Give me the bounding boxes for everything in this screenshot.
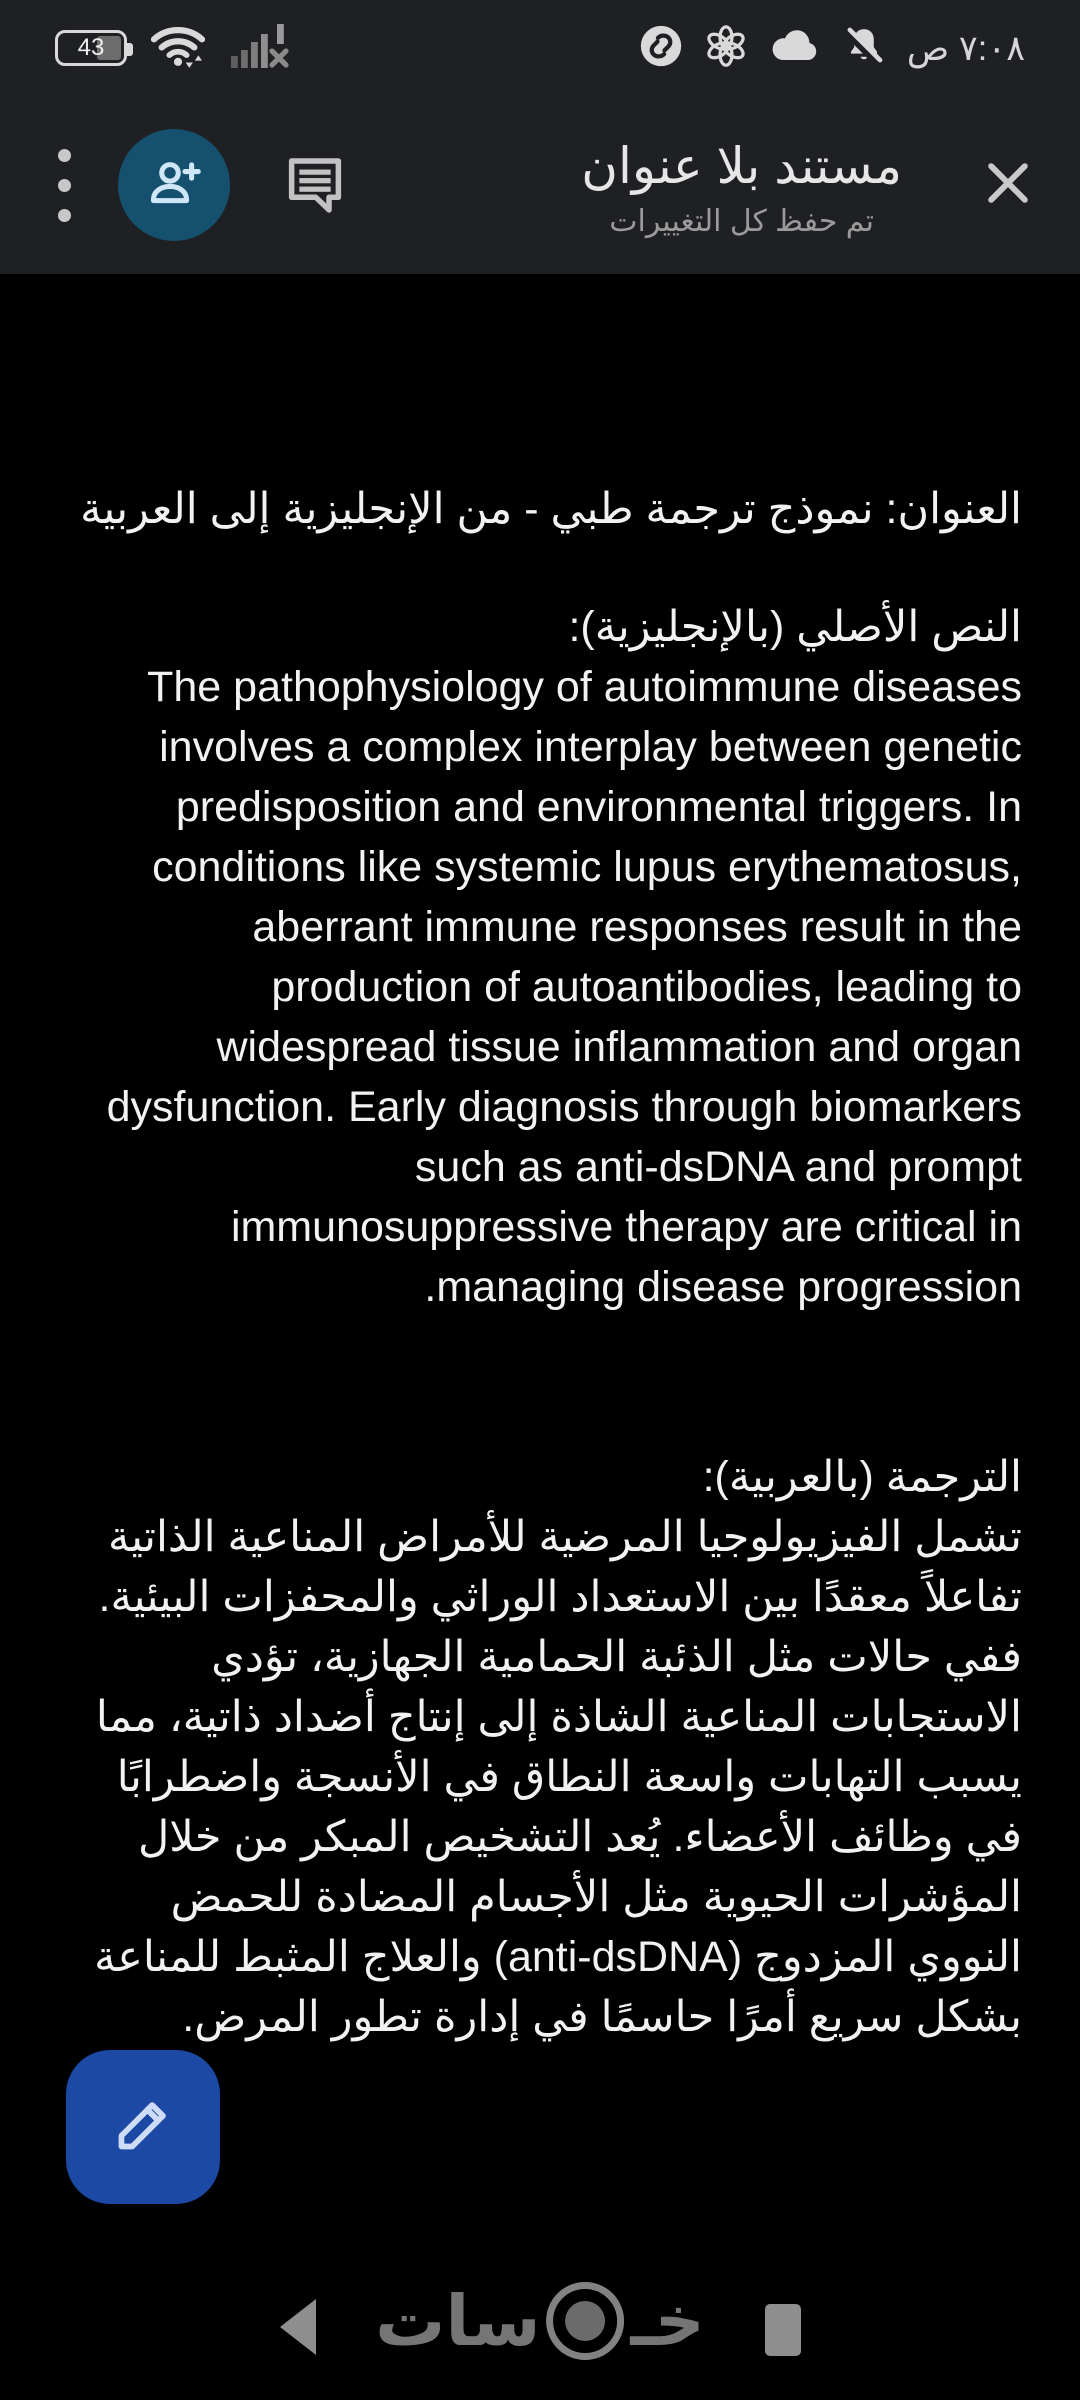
back-button[interactable] xyxy=(278,2298,318,2361)
status-right-icons xyxy=(639,23,1025,74)
chatgpt-icon xyxy=(703,23,749,74)
edit-pencil-icon xyxy=(105,2087,181,2168)
shazam-icon xyxy=(639,24,683,73)
status-bar xyxy=(0,0,1080,96)
recents-button[interactable] xyxy=(765,2304,801,2356)
kebab-dot xyxy=(58,209,71,222)
app-bar xyxy=(0,96,1080,274)
top-chrome xyxy=(0,0,1080,274)
battery-percent: 43 xyxy=(77,34,105,61)
watermark-text-left: سات xyxy=(375,2282,541,2360)
save-status-text: تم حفظ كل التغييرات xyxy=(609,205,875,239)
kebab-dot xyxy=(58,149,71,162)
navigation-bar xyxy=(0,2280,1080,2400)
more-options-button[interactable] xyxy=(44,149,84,222)
status-left-icons xyxy=(55,22,291,75)
close-icon xyxy=(981,156,1035,215)
add-people-icon xyxy=(142,151,206,220)
kebab-dot xyxy=(58,179,71,192)
doc-translation-header: الترجمة (بالعربية): xyxy=(702,1453,1022,1501)
doc-heading-line: العنوان: نموذج ترجمة طبي - من الإنجليزية إلى العربية xyxy=(80,485,1022,533)
document-title: مستند بلا عنوان xyxy=(581,138,902,195)
doc-source-header: النص الأصلي (بالإنجليزية): xyxy=(568,603,1022,651)
add-people-button[interactable] xyxy=(118,129,230,241)
watermark-text-right: خـ xyxy=(630,2282,705,2360)
doc-translation-paragraph: تشمل الفيزيولوجيا المرضية للأمراض المناعية الذاتية تفاعلاً معقدًا بين الاستعداد الوراثي والمحفزات البيئية. ففي حالات مثل الذئبة الحمامية الجهازية، تؤدي الاستجابات المناعية الشاذة إلى إنتاج أضداد ذاتية، مما يسبب التهابات واسعة النطاق في الأنسجة واضطرابًا في وظائف الأعضاء. يُعد التشخيص المبكر من خلال المؤشرات الحيوية مثل الأجسام المضادة للحمض النووي المزدوج (anti-dsDNA) والعلاج المثبط للمناعة بشكل سريع أمرًا حاسمًا في إدارة تطور المرض. xyxy=(94,1513,1022,2041)
battery-icon xyxy=(55,30,127,66)
document-page[interactable] xyxy=(0,274,1080,2047)
document-title-block[interactable] xyxy=(581,137,902,241)
comments-button[interactable] xyxy=(282,150,348,221)
back-icon xyxy=(278,2298,318,2356)
cloud-icon xyxy=(769,26,821,71)
notifications-muted-icon xyxy=(841,23,887,74)
doc-source-paragraph: The pathophysiology of autoimmune diseases involves a complex interplay between genetic predisposition and environmental triggers. In conditions like systemic lupus erythematosus, aberrant immune responses result in the production of autoantibodies, leading to widespread tissue inflammation and organ dysfunction. Early diagnosis through biomarkers such as anti-dsDNA and prompt immunosuppressive therapy are critical in managing disease progression. xyxy=(106,663,1022,1311)
edit-fab[interactable] xyxy=(66,2050,220,2204)
cellular-signal-icon xyxy=(229,22,291,75)
clock-text: ٧:٠٨ ص xyxy=(906,28,1025,68)
comments-icon xyxy=(282,150,348,221)
close-button[interactable] xyxy=(980,156,1036,215)
wifi-icon xyxy=(149,22,207,75)
